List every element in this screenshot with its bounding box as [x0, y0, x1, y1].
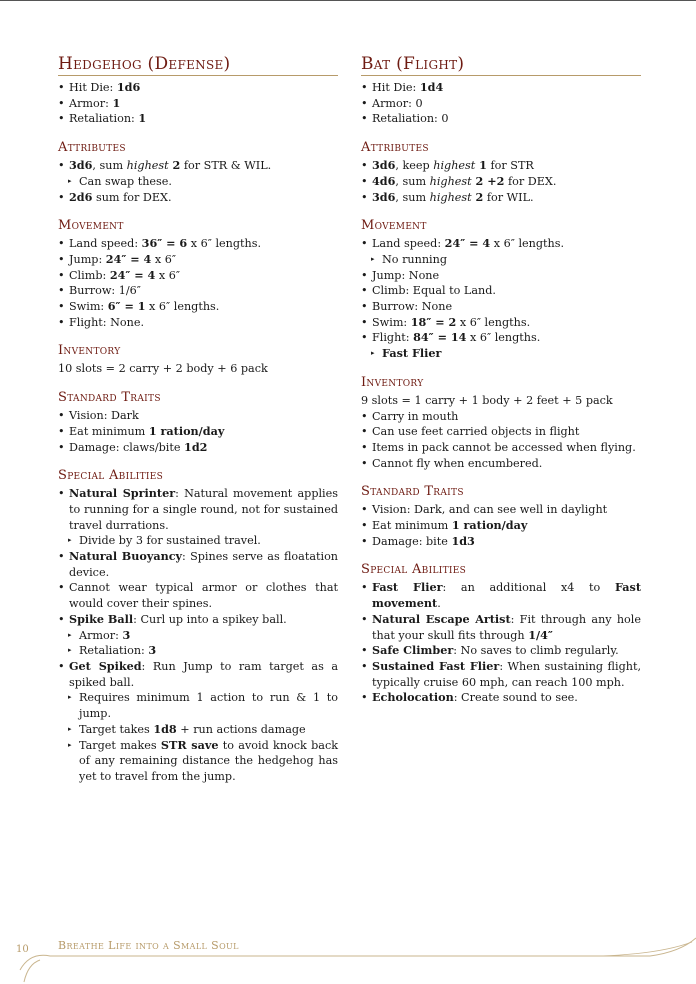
special-heading: Special Abilities: [58, 468, 164, 484]
bat-movement: [361, 236, 641, 362]
sub-item: ▸ No running: [361, 252, 641, 268]
list-item: • Jump: 24″ = 4 x 6″: [58, 252, 338, 268]
bat-special: [361, 580, 641, 706]
list-item: • 3d6, keep highest 1 for STR: [361, 158, 641, 174]
sub-item: ▸ Target takes 1d8 + run actions damage: [58, 722, 338, 738]
list-item: • Cannot wear typical armor or clothes that would cover their spines.: [58, 580, 338, 611]
list-item: • Damage: bite 1d3: [361, 534, 641, 550]
page-number: 10: [16, 944, 29, 955]
list-item: • Swim: 6″ = 1 x 6″ lengths.: [58, 299, 338, 315]
sub-item: ▸ Retaliation: 3: [58, 643, 338, 659]
special-heading: Special Abilities: [361, 562, 467, 578]
sub-item: ▸ Fast Flier: [361, 346, 641, 362]
movement-heading: Movement: [58, 218, 124, 234]
list-item: • Hit Die: 1d6: [58, 80, 338, 96]
list-item: • Can use feet carried objects in flight: [361, 424, 641, 440]
top-border: [0, 0, 696, 1]
inventory-text: 9 slots = 1 carry + 1 body + 2 feet + 5 pack: [361, 393, 613, 407]
list-item: • Damage: claws/bite 1d2: [58, 440, 338, 456]
list-item: • Eat minimum 1 ration/day: [361, 518, 641, 534]
hedgehog-attributes: [58, 158, 338, 205]
list-item: • Echolocation: Create sound to see.: [361, 690, 641, 706]
list-item: • Land speed: 36″ = 6 x 6″ lengths.: [58, 236, 338, 252]
list-item: • Flight: 84″ = 14 x 6″ lengths.: [361, 330, 641, 346]
sub-item: ▸ Target makes STR save to avoid knock back of any remaining distance the hedgehog has yet to travel from the jump.: [58, 738, 338, 785]
list-item: • Armor: 1: [58, 96, 338, 112]
list-item: • Hit Die: 1d4: [361, 80, 641, 96]
list-item: • Carry in mouth: [361, 409, 641, 425]
list-item: • Flight: None.: [58, 315, 338, 331]
sub-item: ▸ Armor: 3: [58, 628, 338, 644]
hedgehog-title: Hedgehog (Defense): [58, 54, 338, 76]
list-item: • Armor: 0: [361, 96, 641, 112]
traits-heading: Standard Traits: [361, 484, 464, 500]
movement-heading: Movement: [361, 218, 427, 234]
list-item: • Jump: None: [361, 268, 641, 284]
list-item: • Retaliation: 0: [361, 111, 641, 127]
list-item: • 3d6, sum highest 2 for STR & WIL.: [58, 158, 338, 174]
list-item: • Natural Buoyancy: Spines serve as floatation device.: [58, 549, 338, 580]
inventory-heading: Inventory: [361, 374, 424, 390]
list-item: • Climb: Equal to Land.: [361, 283, 641, 299]
list-item: • Vision: Dark: [58, 408, 338, 424]
list-item: • Sustained Fast Flier: When sustaining flight, typically cruise 60 mph, can reach 100 mph.: [361, 659, 641, 690]
list-item: • Items in pack cannot be accessed when flying.: [361, 440, 641, 456]
list-item: • Safe Climber: No saves to climb regularly.: [361, 643, 641, 659]
list-item: • Climb: 24″ = 4 x 6″: [58, 268, 338, 284]
inventory-text: 10 slots = 2 carry + 2 body + 6 pack: [58, 362, 268, 376]
bat-inventory: [361, 409, 641, 472]
bat-title: Bat (Flight): [361, 54, 641, 76]
list-item: • Natural Escape Artist: Fit through any hole that your skull fits through 1/4″: [361, 612, 641, 643]
list-item: • 2d6 sum for DEX.: [58, 190, 338, 206]
sub-item: ▸ Can swap these.: [58, 174, 338, 190]
bat-basics: [361, 80, 641, 127]
hedgehog-column: [58, 54, 338, 785]
hedgehog-basics: [58, 80, 338, 127]
inventory-heading: Inventory: [58, 343, 121, 359]
list-item: • Natural Sprinter: Natural movement applies to running for a single round, not for sustained travel durrations.: [58, 486, 338, 533]
list-item: • 4d6, sum highest 2 +2 for DEX.: [361, 174, 641, 190]
book-title: Breathe Life into a Small Soul: [58, 939, 239, 952]
list-item: • Burrow: None: [361, 299, 641, 315]
bat-attributes: [361, 158, 641, 205]
list-item: • Swim: 18″ = 2 x 6″ lengths.: [361, 315, 641, 331]
hedgehog-traits: [58, 408, 338, 455]
list-item: • Vision: Dark, and can see well in daylight: [361, 502, 641, 518]
list-item: • Retaliation: 1: [58, 111, 338, 127]
list-item: • Burrow: 1/6″: [58, 283, 338, 299]
list-item: • Land speed: 24″ = 4 x 6″ lengths.: [361, 236, 641, 252]
list-item: • 3d6, sum highest 2 for WIL.: [361, 190, 641, 206]
hedgehog-special: [58, 486, 338, 784]
sub-item: ▸ Divide by 3 for sustained travel.: [58, 533, 338, 549]
traits-heading: Standard Traits: [58, 390, 161, 406]
hedgehog-movement: [58, 236, 338, 330]
attributes-heading: Attributes: [361, 140, 429, 156]
attributes-heading: Attributes: [58, 140, 126, 156]
list-item: • Get Spiked: Run Jump to ram target as a spiked ball.: [58, 659, 338, 690]
list-item: • Fast Flier: an additional x4 to Fast movement.: [361, 580, 641, 611]
list-item: • Eat minimum 1 ration/day: [58, 424, 338, 440]
sub-item: ▸ Requires minimum 1 action to run & 1 to jump.: [58, 690, 338, 721]
bat-column: [361, 54, 641, 706]
list-item: • Cannot fly when encumbered.: [361, 456, 641, 472]
list-item: • Spike Ball: Curl up into a spikey ball.: [58, 612, 338, 628]
bat-traits: [361, 502, 641, 549]
